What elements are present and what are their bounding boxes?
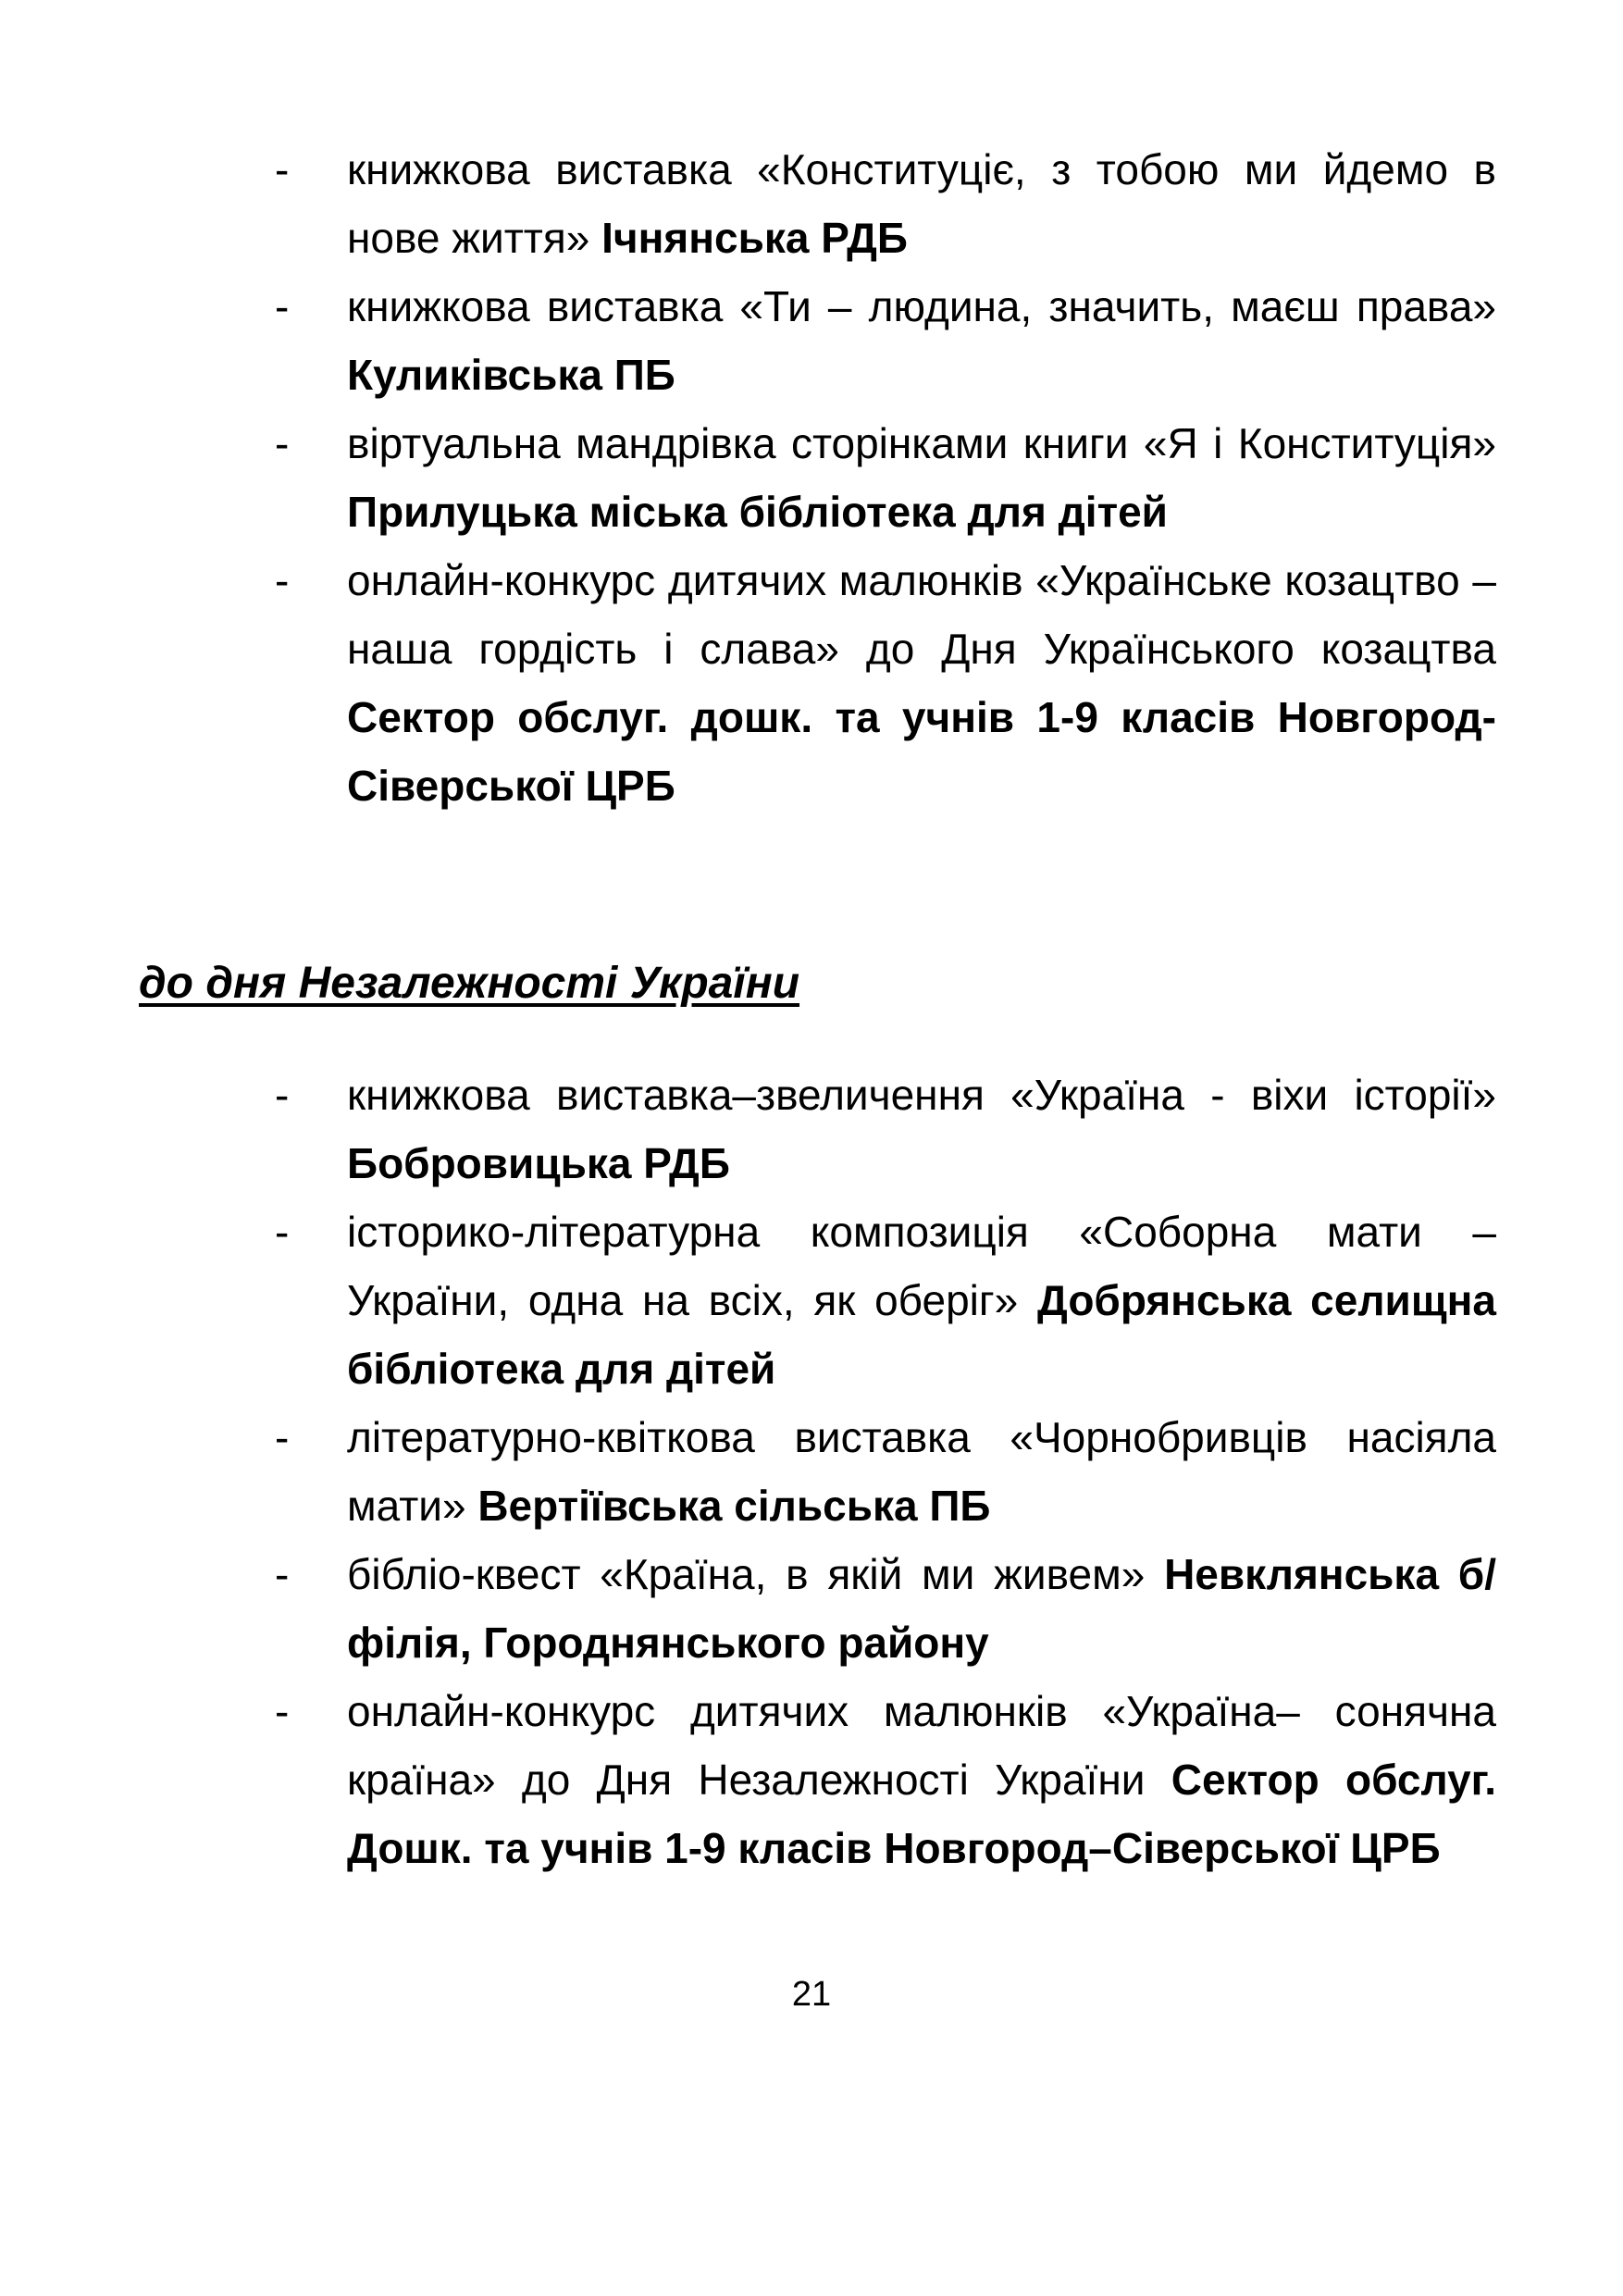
list-bullet: - [275, 1413, 290, 1461]
list-bullet: - [275, 419, 290, 467]
list-item [275, 135, 1496, 272]
list-bullet: - [275, 282, 290, 330]
list-item [275, 546, 1496, 820]
list-item [275, 1540, 1496, 1677]
page-number: 21 [791, 1975, 832, 2014]
library-name: Добрянська селищна бібліотека для дітей [347, 1276, 1497, 1393]
library-name: Вертіївська сільська ПБ [477, 1482, 991, 1530]
list-bullet: - [275, 1071, 290, 1119]
event-description: онлайн-конкурс дитячих малюнків «Українське козацтво – наша гордість і слава» до Дня Українського козацтва [347, 556, 1496, 673]
list-item [275, 1061, 1496, 1198]
list-item [275, 1677, 1496, 1882]
event-description: літературно-квіткова виставка «Чорнобривців насіяла мати» [347, 1413, 1496, 1530]
list-bullet: - [275, 145, 290, 193]
library-name: Ічнянська РДБ [601, 214, 908, 262]
section-heading: до дня Незалежності України [139, 959, 800, 1008]
list-bullet: - [275, 1550, 290, 1598]
library-name: Невклянська б/філія, Городнянського району [347, 1550, 1496, 1667]
list-bullet: - [275, 1687, 290, 1735]
event-description: онлайн-конкурс дитячих малюнків «Україна– сонячна країна» до Дня Незалежності України [347, 1687, 1496, 1804]
event-list-constitution [275, 135, 1496, 820]
list-bullet: - [275, 1208, 290, 1256]
library-name: Сектор обслуг. дошк. та учнів 1-9 класів Новгород-Сіверської ЦРБ [347, 693, 1496, 810]
library-name: Сектор обслуг. Дошк. та учнів 1-9 класів Новгород–Сіверської ЦРБ [347, 1756, 1496, 1872]
event-description: бібліо-квест «Країна, в якій ми живем» [347, 1550, 1146, 1598]
library-name: Куликівська ПБ [347, 351, 675, 399]
library-name: Бобровицька РДБ [347, 1139, 730, 1187]
list-item [275, 409, 1496, 546]
list-item [275, 272, 1496, 409]
list-item [275, 1403, 1496, 1540]
event-description: книжкова виставка–звеличення «Україна - віхи історії» [347, 1071, 1496, 1119]
event-list-independence [275, 1061, 1496, 1882]
list-item [275, 1198, 1496, 1403]
library-name: Прилуцька міська бібліотека для дітей [347, 488, 1168, 536]
event-description: історико-літературна композиція «Соборна мати – України, одна на всіх, як оберіг» [347, 1208, 1496, 1324]
event-description: книжкова виставка «Конституціє, з тобою ми йдемо в нове життя» [347, 145, 1496, 262]
list-bullet: - [275, 556, 290, 604]
event-description: книжкова виставка «Ти – людина, значить, маєш права» [347, 282, 1496, 330]
event-description: віртуальна мандрівка сторінками книги «Я і Конституція» [347, 419, 1496, 467]
